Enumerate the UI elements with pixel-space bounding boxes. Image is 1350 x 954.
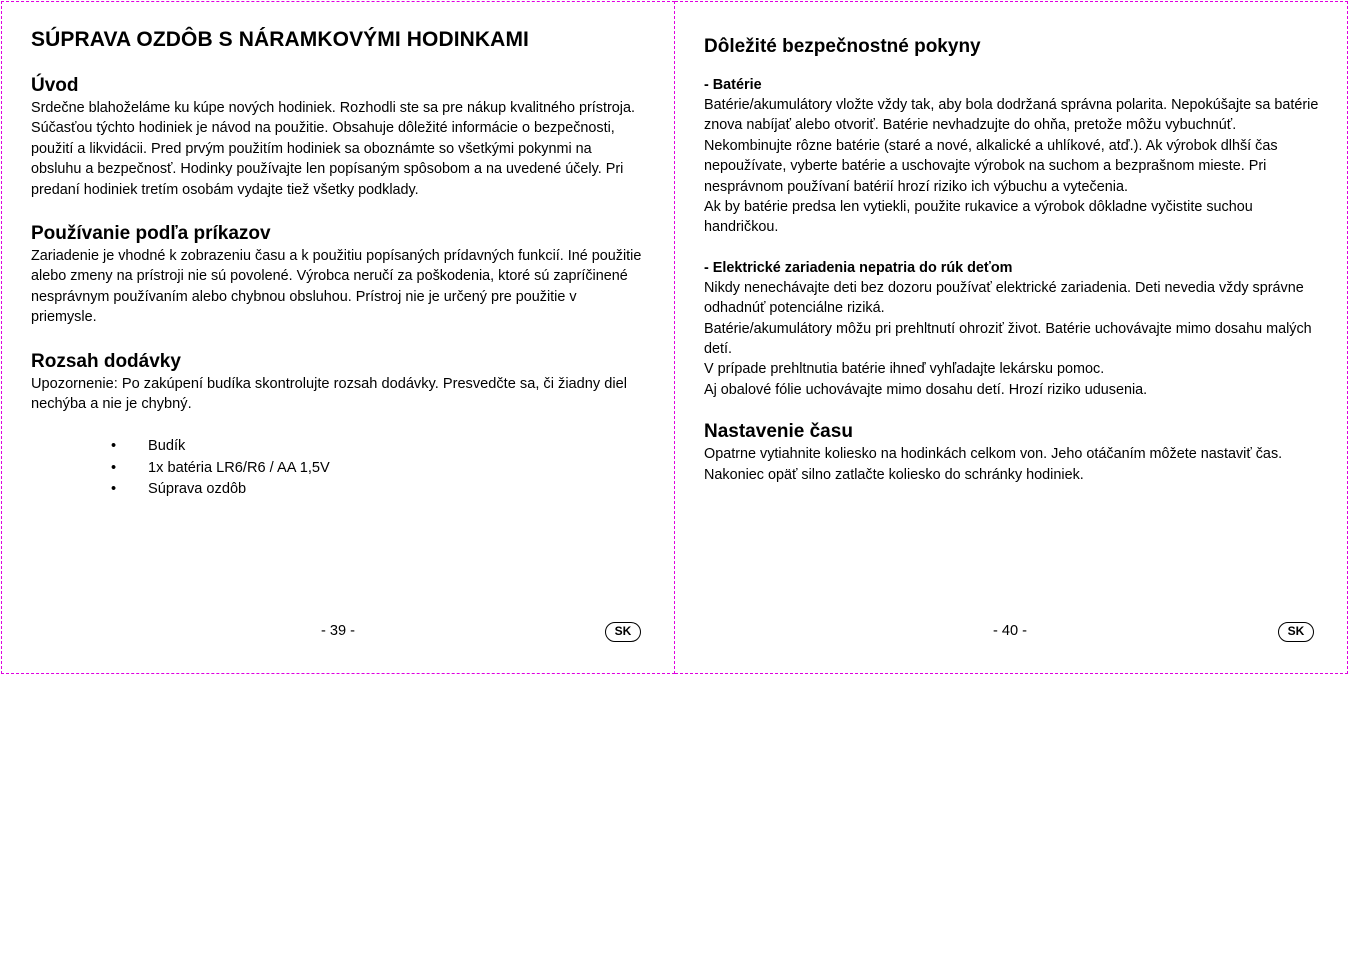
bullet-icon: •: [111, 438, 117, 455]
right-page-content: [704, 28, 1321, 485]
time-setting-heading: Nastavenie času: [704, 421, 853, 443]
list-item-text: 1x batéria LR6/R6 / AA 1,5V: [148, 459, 330, 476]
section-delivery-scope: [31, 350, 646, 501]
language-badge: SK: [605, 622, 641, 642]
children-text: Nikdy nenechávajte deti bez dozoru používať elektrické zariadenia. Deti nevedia vždy správne odhadnúť potenciálne riziká.: [704, 279, 1304, 317]
list-item-text: Súprava ozdôb: [148, 481, 247, 498]
section-text: Zariadenie je vhodné k zobrazeniu času a k použitiu popísaných prídavných funkcií. Iné použitie alebo zmeny na prístroji nie sú povolené. Výrobca neručí za poškodenia, ktoré sú zapríčinené nesprávnym používaním alebo chybnou obsluhou. Prístroj nie je určený pre použitie v priemysle.: [31, 248, 642, 326]
section-intended-use: [31, 222, 646, 328]
page-number: - 39 -: [320, 623, 356, 639]
spacer: [704, 400, 1321, 420]
section-heading: Používanie podľa príkazov: [31, 223, 271, 245]
bullet-icon: •: [111, 481, 117, 498]
children-text: Aj obalové fólie uchovávajte mimo dosahu detí. Hrozí riziko udusenia.: [704, 381, 1148, 398]
page-number: - 40 -: [992, 623, 1028, 639]
children-subheading: - Elektrické zariadenia nepatria do rúk deťom: [704, 259, 1013, 276]
list-item: [31, 479, 646, 501]
list-item: [31, 458, 646, 480]
spacer: [704, 238, 1321, 258]
delivery-item-list: [31, 436, 646, 501]
bullet-icon: •: [111, 459, 117, 476]
left-page-content: [31, 28, 646, 523]
children-text: Batérie/akumulátory môžu pri prehltnutí ohroziť život. Batérie uchovávajte mimo dosahu malých detí.: [704, 320, 1312, 358]
list-item: [31, 436, 646, 458]
list-item-text: Budík: [148, 438, 186, 455]
left-page: [1, 1, 675, 674]
warning-text: Upozornenie: Po zakúpení budíka skontrolujte rozsah dodávky. Presvedčte sa, či žiadny diel nechýba a nie je chybný.: [31, 375, 627, 413]
battery-text: Ak by batérie predsa len vytiekli, použite rukavice a výrobok dôkladne vyčistite suchou handričkou.: [704, 199, 1253, 236]
battery-text: Batérie/akumulátory vložte vždy tak, aby bola dodržaná správna polarita. Nepokúšajte sa batérie znova nabíjať alebo otvoriť. Batérie nevhadzujte do ohňa, pretože môžu vybuchnúť. Nekombinujte rôzne batérie (staré a nové, alkalické a uhlíkové, atď.). Ak výrobok dlhší čas nepoužívate, vyberte batérie a uschovajte výrobok na suchom a bezprašnom mieste. Pri nesprávnom používaní batérií hrozí riziko ich výbuchu a vytečenia.: [704, 97, 1319, 195]
safety-heading: Dôležité bezpečnostné pokyny: [704, 36, 981, 57]
children-text: V prípade prehltnutia batérie ihneď vyhľadajte lekársku pomoc.: [704, 361, 1105, 378]
section-intro: [31, 74, 646, 200]
section-heading: Úvod: [31, 75, 79, 96]
section-heading: Rozsah dodávky: [31, 350, 181, 372]
battery-subheading: - Batérie: [704, 77, 762, 93]
time-setting-text: Opatrne vytiahnite koliesko na hodinkách celkom von. Jeho otáčaním môžete nastaviť čas. Nakoniec opäť silno zatlačte koliesko do schránky hodiniek.: [704, 446, 1283, 483]
right-page: [675, 1, 1348, 674]
section-text: Srdečne blahoželáme ku kúpe nových hodiniek. Rozhodli ste sa pre nákup kvalitného prístroja. Súčasťou týchto hodiniek je návod na použitie. Obsahuje dôležité informácie o bezpečnosti, použití a likvidácii. Pred prvým použitím hodiniek sa oboznámte so všetkými pokynmi na obsluhu a bezpečnosť. Hodinky používajte len popísaným spôsobom a na uvedené účely. Pri predaní hodiniek tretím osobám vydajte tiež všetky podklady.: [31, 100, 635, 198]
language-badge: SK: [1278, 622, 1314, 642]
document-title: SÚPRAVA OZDÔB S NÁRAMKOVÝMI HODINKAMI: [31, 28, 529, 51]
